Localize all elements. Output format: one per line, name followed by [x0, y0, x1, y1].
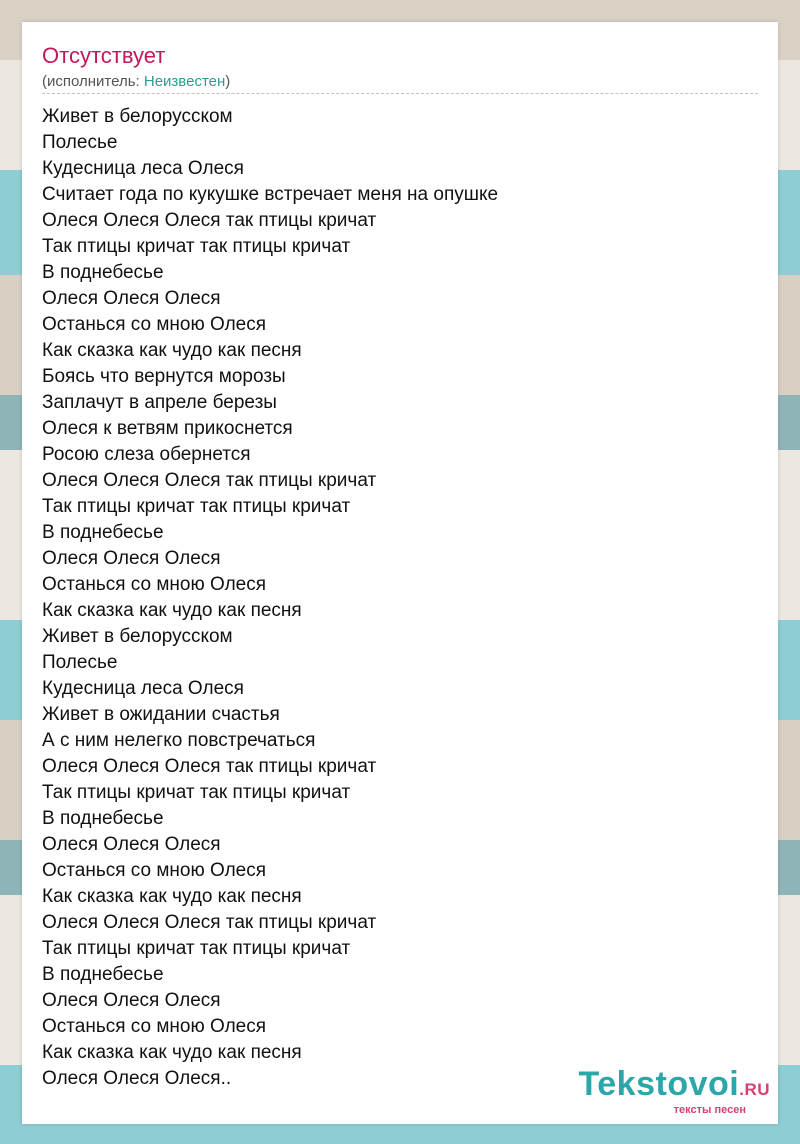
song-title: Отсутствует	[42, 43, 166, 68]
lyric-line: В поднебесье	[42, 262, 164, 283]
lyric-line: Так птицы кричат так птицы кричат	[42, 496, 351, 517]
lyric-line: Как сказка как чудо как песня	[42, 340, 302, 361]
lyric-line: Как сказка как чудо как песня	[42, 600, 302, 621]
lyric-line: Полесье	[42, 652, 118, 673]
lyric-line: Останься со мною Олеся	[42, 314, 267, 335]
logo-text: Tekstovoi	[578, 1065, 740, 1103]
lyric-line: Олеся Олеся Олеся	[42, 288, 221, 309]
logo-suffix: .RU	[739, 1080, 770, 1099]
lyric-line: Росою слеза обернется	[42, 444, 251, 465]
lyric-line: Олеся Олеся Олеся	[42, 548, 221, 569]
lyric-line: Олеся Олеся Олеся так птицы кричат	[42, 210, 377, 231]
lyric-line: Кудесница леса Олеся	[42, 158, 244, 179]
lyric-line: Так птицы кричат так птицы кричат	[42, 236, 351, 257]
lyric-line: Живет в белорусском	[42, 626, 233, 647]
lyric-line: Останься со мною Олеся	[42, 860, 267, 881]
artist-close: )	[225, 73, 231, 90]
lyric-line: Боясь что вернутся морозы	[42, 366, 286, 387]
lyric-line: Олеся Олеся Олеся..	[42, 1068, 232, 1089]
lyric-line: Олеся Олеся Олеся так птицы кричат	[42, 756, 377, 777]
lyric-line: Как сказка как чудо как песня	[42, 1042, 302, 1063]
lyric-line: В поднебесье	[42, 808, 164, 829]
lyric-line: Считает года по кукушке встречает меня на опушке	[42, 184, 499, 205]
lyrics-card	[22, 22, 778, 1124]
lyric-line: Останься со мною Олеся	[42, 574, 267, 595]
lyric-line: Заплачут в апреле березы	[42, 392, 277, 413]
site-logo[interactable]	[579, 1066, 770, 1116]
lyric-line: А с ним нелегко повстречаться	[42, 730, 316, 751]
lyric-line: Олеся Олеся Олеся	[42, 990, 221, 1011]
lyric-line: Олеся Олеся Олеся так птицы кричат	[42, 470, 377, 491]
lyric-line: В поднебесье	[42, 522, 164, 543]
lyric-line: Кудесница леса Олеся	[42, 678, 244, 699]
artist-label: (исполнитель:	[42, 73, 144, 90]
lyrics-list	[42, 104, 498, 1092]
lyric-line: Живет в ожидании счастья	[42, 704, 280, 725]
lyric-line: Так птицы кричат так птицы кричат	[42, 782, 351, 803]
dashed-divider	[42, 93, 758, 94]
lyric-line: Полесье	[42, 132, 118, 153]
lyric-line: Живет в белорусском	[42, 106, 233, 127]
lyric-line: В поднебесье	[42, 964, 164, 985]
lyric-line: Олеся к ветвям прикоснется	[42, 418, 293, 439]
logo-tagline: тексты песен	[673, 1104, 746, 1116]
lyric-line: Олеся Олеся Олеся	[42, 834, 221, 855]
lyric-line: Останься со мною Олеся	[42, 1016, 267, 1037]
lyric-line: Как сказка как чудо как песня	[42, 886, 302, 907]
lyric-line: Так птицы кричат так птицы кричат	[42, 938, 351, 959]
artist-line	[42, 72, 230, 92]
lyric-line: Олеся Олеся Олеся так птицы кричат	[42, 912, 377, 933]
artist-link[interactable]: Неизвестен	[143, 73, 226, 90]
